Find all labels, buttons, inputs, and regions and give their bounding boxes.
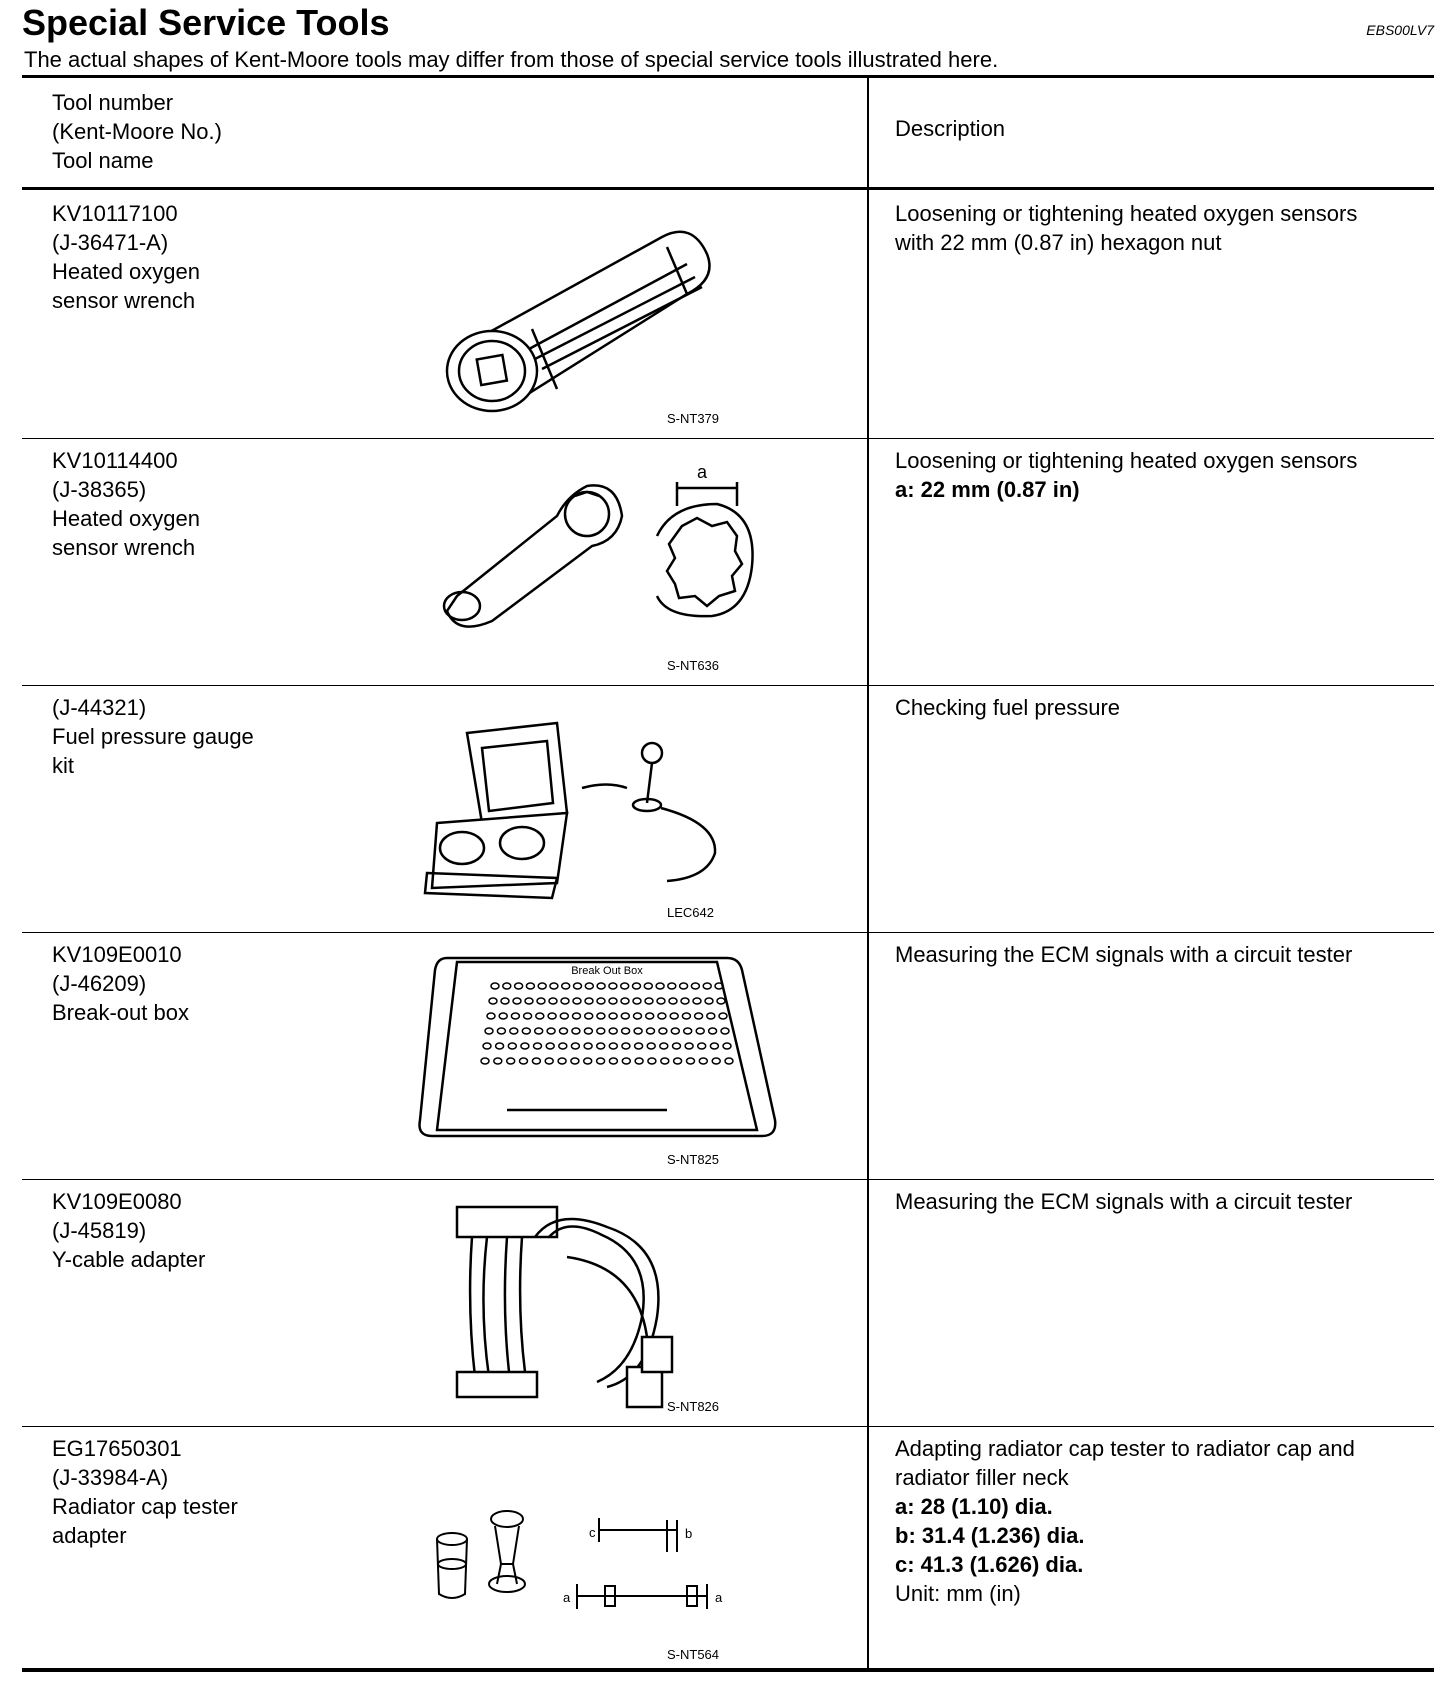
description-line: a: 28 (1.10) dia. <box>895 1494 1053 1519</box>
y-cable-adapter-illustration <box>417 1187 797 1419</box>
break-out-box-illustration <box>417 940 797 1172</box>
tool-info <box>52 1187 205 1274</box>
description-line: a: 22 mm (0.87 in) <box>895 477 1080 502</box>
dimension-label: c <box>589 1525 596 1540</box>
dimension-label: b <box>685 1526 693 1541</box>
tool-number: KV10117100 <box>52 201 178 226</box>
illustration-code: S-NT636 <box>667 658 720 673</box>
tool-number: KV10114400 <box>52 448 178 473</box>
description <box>895 446 1425 504</box>
tool-info <box>52 693 254 780</box>
tool-name: Fuel pressure gauge <box>52 724 254 749</box>
page-title: Special Service Tools <box>22 2 390 43</box>
description-line: with 22 mm (0.87 in) hexagon nut <box>895 230 1222 255</box>
description <box>895 1187 1425 1216</box>
illustration-code: S-NT825 <box>667 1152 720 1167</box>
description-line: Measuring the ECM signals with a circuit tester <box>895 1189 1353 1214</box>
tool-number: KV109E0080 <box>52 1189 182 1214</box>
header-description: Description <box>895 116 1006 141</box>
table-row <box>22 1181 1434 1427</box>
header-tool-line: Tool name <box>52 148 154 173</box>
tool-name: Radiator cap tester <box>52 1494 238 1519</box>
tool-name: Heated oxygen <box>52 506 200 531</box>
tool-name: sensor wrench <box>52 535 196 560</box>
illustration-code: S-NT379 <box>667 411 720 426</box>
kent-moore-number: (J-36471-A) <box>52 230 169 255</box>
radiator-cap-tester-adapter-illustration <box>417 1434 797 1666</box>
bottom-rule <box>22 1668 1434 1672</box>
table-header <box>22 78 1434 190</box>
description-line: b: 31.4 (1.236) dia. <box>895 1523 1085 1548</box>
table-row <box>22 687 1434 933</box>
header-tool-column <box>52 88 222 175</box>
description-line: Checking fuel pressure <box>895 695 1121 720</box>
illustration-code: S-NT826 <box>667 1399 720 1414</box>
tool-name: kit <box>52 753 74 778</box>
description-line: Adapting radiator cap tester to radiator cap and <box>895 1436 1355 1461</box>
tool-info <box>52 1434 238 1550</box>
description <box>895 940 1425 969</box>
tool-info <box>52 940 189 1027</box>
description-line: Loosening or tightening heated oxygen sensors <box>895 201 1358 226</box>
dimension-label: a <box>696 462 708 482</box>
table-row <box>22 934 1434 1180</box>
table-row <box>22 193 1434 439</box>
heated-oxygen-sensor-wrench-box-illustration <box>417 446 797 678</box>
dimension-label: a <box>715 1590 723 1605</box>
page-note: The actual shapes of Kent-Moore tools may differ from those of special service tools illustrated here. <box>24 47 999 72</box>
tool-name: Break-out box <box>52 1000 189 1025</box>
table-row <box>22 440 1434 686</box>
fuel-pressure-gauge-kit-illustration <box>417 693 797 925</box>
tool-info <box>52 199 200 315</box>
column-divider <box>867 78 869 1668</box>
tool-number: KV109E0010 <box>52 942 182 967</box>
kent-moore-number: (J-33984-A) <box>52 1465 169 1490</box>
description-line: Loosening or tightening heated oxygen sensors <box>895 448 1358 473</box>
break-out-box-label: Break Out Box <box>571 965 643 977</box>
illustration-code: S-NT564 <box>667 1647 720 1662</box>
tool-name: adapter <box>52 1523 127 1548</box>
description-line: Measuring the ECM signals with a circuit tester <box>895 942 1353 967</box>
tool-name: Y-cable adapter <box>52 1247 206 1272</box>
dimension-label: a <box>563 1590 571 1605</box>
header-tool-line: Tool number <box>52 90 174 115</box>
kent-moore-number: (J-44321) <box>52 695 147 720</box>
description-line: Unit: mm (in) <box>895 1581 1021 1606</box>
description-line: radiator filler neck <box>895 1465 1069 1490</box>
tool-number: EG17650301 <box>52 1436 182 1461</box>
kent-moore-number: (J-45819) <box>52 1218 147 1243</box>
header-tool-line: (Kent-Moore No.) <box>52 119 222 144</box>
tool-name: Heated oxygen <box>52 259 200 284</box>
table-row <box>22 1428 1434 1674</box>
tool-name: sensor wrench <box>52 288 196 313</box>
kent-moore-number: (J-38365) <box>52 477 147 502</box>
illustration-code: LEC642 <box>667 905 714 920</box>
document-id: EBS00LV7 <box>1366 22 1434 38</box>
description <box>895 693 1425 722</box>
tool-info <box>52 446 200 562</box>
kent-moore-number: (J-46209) <box>52 971 147 996</box>
description-line: c: 41.3 (1.626) dia. <box>895 1552 1084 1577</box>
heated-oxygen-sensor-wrench-socket-illustration <box>417 199 797 431</box>
description <box>895 1434 1425 1608</box>
description <box>895 199 1425 257</box>
